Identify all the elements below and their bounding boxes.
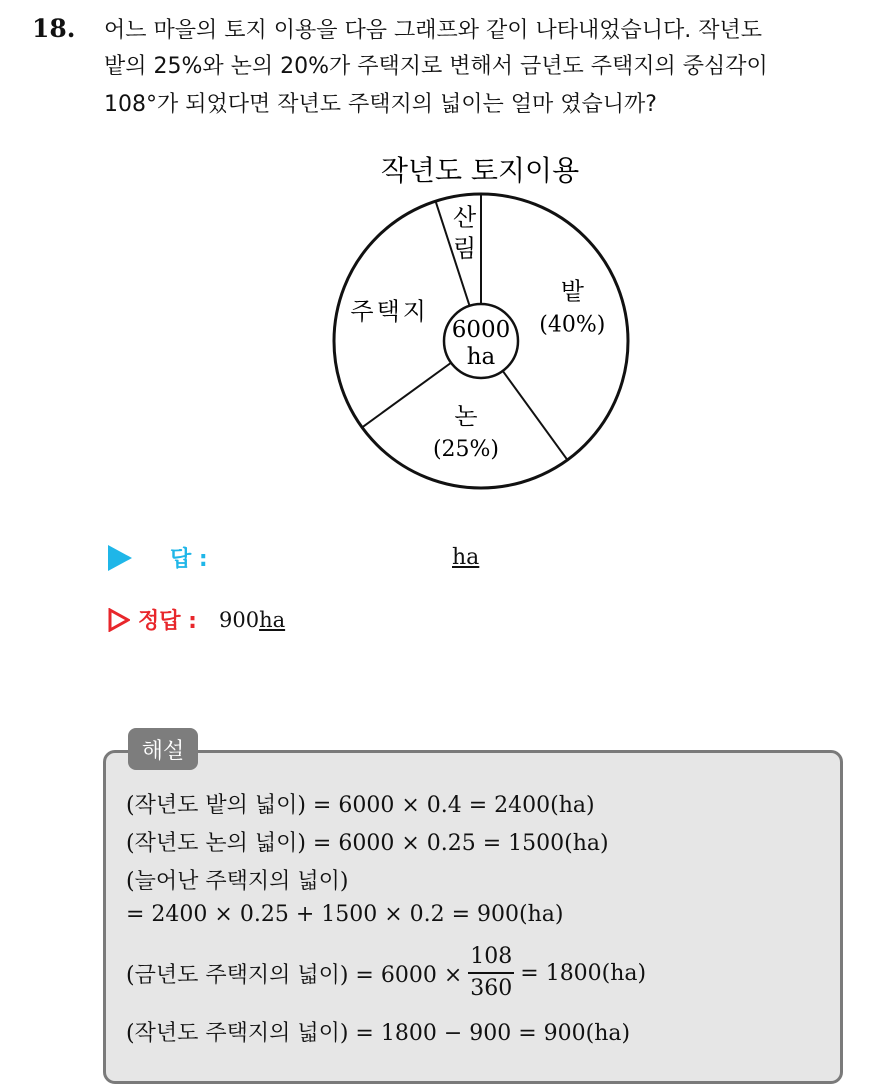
correct-answer-label: 정답 : — [138, 609, 197, 634]
answer-unit: ha — [452, 545, 480, 570]
solution-line-5 — [126, 942, 646, 1004]
center-label-value: 6000 — [451, 317, 511, 343]
slice-percent-0: (40%) — [539, 312, 606, 338]
solution-line-1: (작년도 밭의 넓이) = 6000 × 0.4 = 2400(ha) — [126, 793, 595, 818]
solution-line-2: (작년도 논의 넓이) = 6000 × 0.25 = 1500(ha) — [126, 831, 609, 856]
question-text-line-1: 어느 마을의 토지 이용을 다음 그래프와 같이 나타내었습니다. 작년도 — [104, 18, 762, 43]
slice-label-0: 밭 — [560, 277, 584, 306]
fraction-denominator: 360 — [470, 976, 513, 1001]
slice-label-2: 주택지 — [350, 297, 429, 326]
fraction — [468, 942, 514, 1004]
slice-percent-1: (25%) — [432, 436, 500, 462]
solution-badge: 해설 — [128, 728, 198, 770]
center-label-unit: ha — [466, 344, 496, 370]
solution-line-5-right: = 1800(ha) — [520, 960, 647, 986]
slice-label-3-char-1: 림 — [452, 234, 477, 263]
chart-title: 작년도 토지이용 — [380, 154, 580, 187]
pie-slices — [334, 194, 628, 488]
pie-chart — [320, 146, 640, 496]
slice-label-3-char-0: 산 — [452, 203, 477, 232]
outline-triangle-icon — [108, 608, 130, 632]
play-triangle-icon — [108, 545, 132, 571]
slice-label-1: 논 — [454, 401, 478, 430]
correct-answer-value: 900 — [218, 607, 260, 632]
solution-line-6: (작년도 주택지의 넓이) = 1800 − 900 = 900(ha) — [126, 1021, 631, 1046]
correct-answer-row — [108, 604, 285, 635]
fraction-numerator: 108 — [468, 942, 514, 974]
correct-answer-unit: ha — [259, 607, 286, 632]
question-text-line-3: 108°가 되었다면 작년도 주택지의 넓이는 얼마 였습니까? — [104, 92, 657, 117]
solution-line-4: = 2400 × 0.25 + 1500 × 0.2 = 900(ha) — [126, 902, 564, 927]
pie-chart-svg — [320, 146, 640, 496]
answer-row — [108, 542, 208, 573]
solution-line-5-left: (금년도 주택지의 넓이) = 6000 × — [126, 962, 463, 988]
solution-line-3: (늘어난 주택지의 넓이) — [126, 869, 349, 894]
question-number: 18. — [32, 14, 76, 43]
question-text-line-2: 밭의 25%와 논의 20%가 주택지로 변해서 금년도 주택지의 중심각이 — [104, 54, 768, 79]
answer-label: 답 : — [170, 547, 208, 572]
